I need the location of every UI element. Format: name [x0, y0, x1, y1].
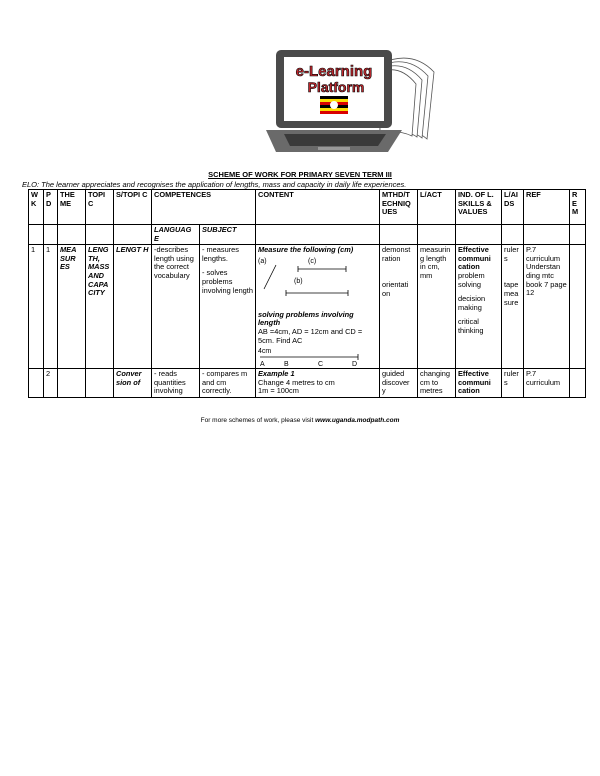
- row1-laids-1: ruler s: [504, 245, 519, 263]
- row1-ind-2: decision making: [458, 294, 486, 312]
- row1-wk: 1: [29, 245, 44, 369]
- row1-subject-2: - solves problems involving length: [202, 268, 253, 295]
- header-topic: TOPI C: [86, 190, 114, 225]
- row1-ref: P.7 curriculum Understan ding mtc book 7 page 12: [524, 245, 570, 369]
- footer: [0, 417, 600, 424]
- row1-content: [256, 245, 380, 369]
- logo-line-2: Platform: [307, 79, 365, 95]
- line-a: [264, 265, 276, 289]
- label-a: (a): [258, 257, 267, 265]
- header-rem: R E M: [570, 190, 586, 225]
- row1-method-2: orientati on: [382, 280, 409, 298]
- header-content: CONTENT: [256, 190, 380, 225]
- row2-lact: changing cm to metres: [418, 369, 456, 398]
- diagram-length-label: 4cm: [258, 348, 272, 356]
- footer-link[interactable]: www.uganda.modpath.com: [315, 417, 400, 424]
- header-laids: L/AI DS: [502, 190, 524, 225]
- row1-pd: 1: [44, 245, 58, 369]
- row2-content-line-1: Change 4 metres to cm: [258, 377, 335, 387]
- row2-content-title: Example 1: [258, 369, 295, 379]
- row1-ind-1: problem solving: [458, 270, 485, 289]
- row2-subtopic: Conver sion of: [114, 369, 152, 398]
- row1-ind-3: critical thinking: [458, 317, 484, 335]
- row2-ind-title: Effective communi cation: [456, 369, 502, 398]
- row1-laids: [502, 245, 524, 369]
- uganda-flag-icon: [320, 96, 348, 114]
- logo-line-1: e-Learning: [295, 63, 373, 80]
- header-wk: W K: [29, 190, 44, 225]
- label-b: (b): [294, 277, 303, 285]
- elo-statement: ELO: The learner appreciates and recognises the application of lengths, mass and capacity in daily life experiences.: [22, 180, 407, 189]
- row1-subject: [200, 245, 256, 369]
- row1-ind: [456, 245, 502, 369]
- subheader-subject: SUBJECT: [200, 225, 256, 245]
- row1-method-1: demonst ration: [382, 245, 411, 263]
- header-ref: REF: [524, 190, 570, 225]
- header-subtopic: S/TOPI C: [114, 190, 152, 225]
- scheme-of-work-table: [28, 189, 586, 398]
- point-a: A: [260, 361, 265, 368]
- row2-ref: P.7 curriculum: [524, 369, 570, 398]
- label-c: (c): [308, 257, 317, 265]
- header-competences: COMPETENCES: [152, 190, 256, 225]
- row1-subject-1: - measures lengths.: [202, 245, 239, 263]
- row2-subject: - compares m and cm correctly.: [200, 369, 256, 398]
- row1-content-subtitle: solving problems involving length: [258, 309, 354, 328]
- point-c: C: [318, 361, 324, 368]
- footer-text: For more schemes of work, please visit: [200, 417, 316, 424]
- header-lact: L/ACT: [418, 190, 456, 225]
- point-b: B: [284, 361, 289, 368]
- header-ind: IND. OF L. SKILLS & VALUES: [456, 190, 502, 225]
- row1-topic: LENG TH, MASS AND CAPA CITY: [86, 245, 114, 369]
- header-pd: P D: [44, 190, 58, 225]
- row1-content-title: Measure the following (cm): [258, 245, 354, 255]
- table-row: [29, 369, 586, 398]
- row1-theme: MEA SUR ES: [58, 245, 86, 369]
- header-methods: MTHD/T ECHNIQ UES: [380, 190, 418, 225]
- row1-methods: [380, 245, 418, 369]
- e-learning-platform-logo: [262, 44, 442, 164]
- table-row: [29, 245, 586, 369]
- header-theme: THE ME: [58, 190, 86, 225]
- point-d: D: [352, 361, 358, 368]
- row1-subtopic: LENGT H: [114, 245, 152, 369]
- row2-method: guided discover y: [380, 369, 418, 398]
- row2-content: [256, 369, 380, 398]
- points-line-diagram: [258, 345, 376, 367]
- row2-pd: 2: [44, 369, 58, 398]
- page-title: SCHEME OF WORK FOR PRIMARY SEVEN TERM III: [208, 170, 392, 179]
- row1-content-text: AB =4cm, AD = 12cm and CD = 5cm. Find AC: [258, 326, 363, 345]
- table-subheader-row: [29, 225, 586, 245]
- row1-lact: measurin g length in cm, mm: [418, 245, 456, 369]
- row1-ind-title: Effective communi cation: [458, 245, 491, 272]
- length-lines-diagram: [258, 255, 376, 311]
- subheader-language: LANGUAG E: [152, 225, 200, 245]
- row1-laids-2: tape mea sure: [504, 280, 519, 307]
- row2-laids: ruler s: [502, 369, 524, 398]
- table-header-row: [29, 190, 586, 225]
- row2-language: - reads quantities involving: [152, 369, 200, 398]
- row1-language: -describes length using the correct vocabulary: [152, 245, 200, 369]
- row2-content-line-2: 1m = 100cm: [258, 386, 299, 396]
